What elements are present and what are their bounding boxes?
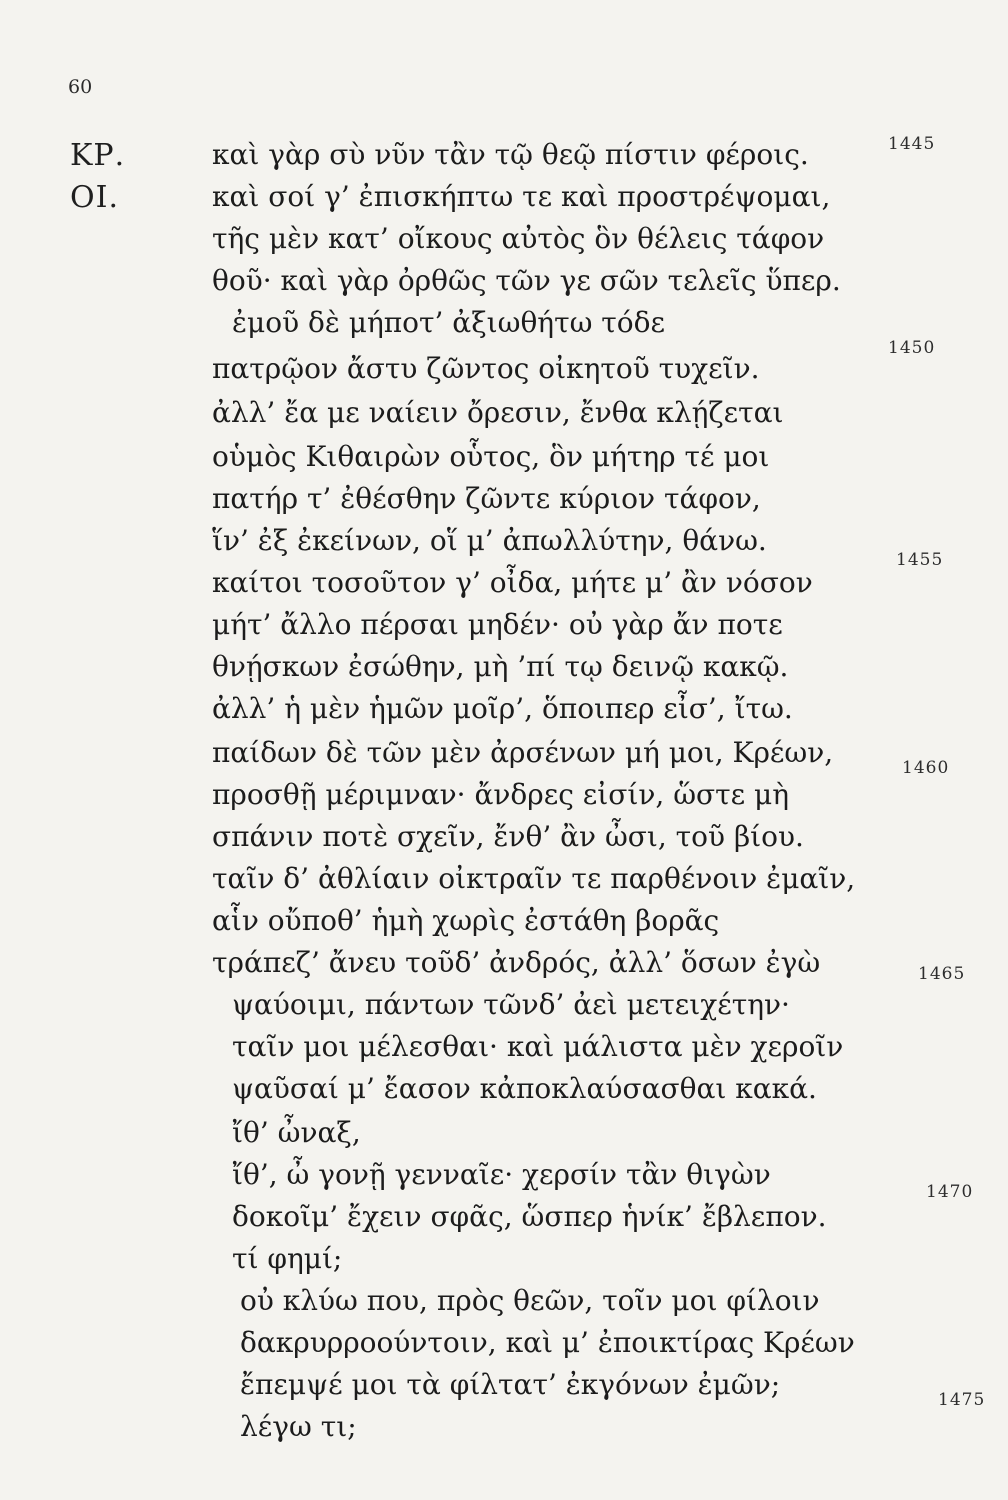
verse-text: οὑμὸς Κιθαιρὼν οὗτος, ὃν μήτηρ τέ μοι	[212, 440, 770, 473]
verse-text: ἀλλ’ ἔα με ναίειν ὄρεσιν, ἔνθα κλῄζεται	[212, 396, 784, 429]
verse-line	[0, 180, 1008, 220]
verse-line	[0, 820, 1008, 860]
verse-text: ἀλλ’ ἡ μὲν ἡμῶν μοῖρ’, ὅποιπερ εἶσ’, ἴτω.	[212, 692, 793, 725]
verse-text: προσθῇ μέριμναν· ἄνδρες εἰσίν, ὥστε μὴ	[212, 778, 790, 811]
verse-line	[0, 306, 1008, 346]
verse-line	[0, 338, 1008, 392]
verse-line	[0, 736, 1008, 776]
verse-text: ταῖν μοι μέλεσθαι· καὶ μάλιστα μὲν χεροῖν	[232, 1030, 844, 1063]
verse-text: καίτοι τοσοῦτον γ’ οἶδα, μήτε μ’ ἂν νόσον	[212, 566, 813, 599]
verse-line	[0, 608, 1008, 648]
verse-text: τῆς μὲν κατ’ οἴκους αὐτὸς ὃν θέλεις τάφον	[212, 222, 825, 255]
verse-line	[0, 264, 1008, 304]
verse-text: σπάνιν ποτὲ σχεῖν, ἔνθ’ ἂν ὦσι, τοῦ βίου.	[212, 820, 804, 853]
line-number: 1465	[918, 964, 966, 984]
verse-line	[0, 1158, 1008, 1198]
verse-line	[0, 1326, 1008, 1366]
verse-line	[0, 946, 1008, 986]
line-number: 1445	[888, 134, 936, 154]
line-number: 1460	[902, 758, 950, 778]
line-number: 1455	[896, 550, 944, 570]
verse-text: ἴθ’, ὦ γονῇ γενναῖε· χερσίν τἂν θιγὼν	[232, 1158, 771, 1191]
verse-line	[0, 396, 1008, 436]
line-number: 1450	[888, 338, 936, 358]
verse-text: ἵν’ ἐξ ἐκείνων, οἵ μ’ ἀπωλλύτην, θάνω.	[212, 524, 767, 557]
verse-text: οὐ κλύω που, πρὸς θεῶν, τοῖν μοι φίλοιν	[240, 1284, 820, 1317]
verse-text: καὶ σοί γ’ ἐπισκήπτω τε καὶ προστρέψομαι,	[212, 180, 831, 213]
verse-line	[0, 904, 1008, 944]
verse-text: ἐμοῦ δὲ μήποτ’ ἀξιωθήτω τόδε	[232, 306, 666, 339]
verse-text: τράπεζ’ ἄνευ τοῦδ’ ἀνδρός, ἀλλ’ ὅσων ἐγὼ	[212, 946, 821, 979]
show-through-text	[200, 88, 207, 113]
verse-text: ταῖν δ’ ἀθλίαιν οἰκτραῖν τε παρθένοιν ἐμαῖν,	[212, 862, 856, 895]
verse-text: ἔπεμψέ μοι τὰ φίλτατ’ ἐκγόνων ἐμῶν;	[240, 1368, 781, 1401]
verse-text: ψαῦσαί μ’ ἔασον κἀποκλαύσασθαι κακά.	[232, 1072, 817, 1105]
verse-text: πατήρ τ’ ἐθέσθην ζῶντε κύριον τάφον,	[212, 482, 761, 515]
verse-line	[0, 134, 1008, 178]
verse-line	[0, 440, 1008, 480]
page-number: 60	[68, 76, 93, 98]
verse-text: πατρῷον ἄστυ ζῶντος οἰκητοῦ τυχεῖν.	[212, 352, 760, 385]
verse-line	[0, 758, 1008, 818]
verse-line	[0, 650, 1008, 690]
verse-text: θοῦ· καὶ γὰρ ὀρθῶς τῶν γε σῶν τελεῖς ὕπερ.	[212, 264, 841, 297]
verse-text: θνῄσκων ἐσώθην, μὴ ’πί τῳ δεινῷ κακῷ.	[212, 650, 789, 683]
verse-line	[0, 692, 1008, 732]
verse-text: ἴθ’ ὦναξ,	[232, 1116, 361, 1149]
verse-line	[0, 524, 1008, 564]
verse-line	[0, 1390, 1008, 1450]
speaker-label: ΟΙ.	[70, 180, 119, 215]
verse-text: ψαύοιμι, πάντων τῶνδ’ ἀεὶ μετειχέτην·	[232, 988, 790, 1021]
verse-line	[0, 1116, 1008, 1156]
verse-line	[0, 222, 1008, 262]
verse-line	[0, 862, 1008, 902]
verse-line	[0, 1030, 1008, 1070]
verse-text: παίδων δὲ τῶν μὲν ἀρσένων μή μοι, Κρέων,	[212, 736, 834, 769]
verse-text: καὶ γὰρ σὺ νῦν τἂν τῷ θεῷ πίστιν φέροις.	[212, 138, 809, 171]
verse-text: λέγω τι;	[240, 1410, 357, 1443]
verse-line	[0, 550, 1008, 606]
line-number: 1470	[926, 1182, 974, 1202]
verse-text: τί φημί;	[232, 1242, 343, 1275]
verse-text: δοκοῖμ’ ἔχειν σφᾶς, ὥσπερ ἡνίκ’ ἔβλεπον.	[232, 1200, 827, 1233]
verse-text: δακρυρροούντοιν, καὶ μ’ ἐποικτίρας Κρέων	[240, 1326, 855, 1359]
verse-line	[0, 1368, 1008, 1408]
verse-line	[0, 1182, 1008, 1240]
line-number: 1475	[938, 1390, 986, 1410]
verse-line	[0, 964, 1008, 1028]
verse-line	[0, 1284, 1008, 1324]
verse-line	[0, 1242, 1008, 1282]
verse-line	[0, 482, 1008, 522]
speaker-label: ΚΡ.	[70, 138, 126, 173]
verse-line	[0, 1072, 1008, 1112]
verse-text: αἷν οὔποθ’ ἡμὴ χωρὶς ἐστάθη βορᾶς	[212, 904, 720, 937]
verse-text: μήτ’ ἄλλο πέρσαι μηδέν· οὐ γὰρ ἄν ποτε	[212, 608, 783, 641]
